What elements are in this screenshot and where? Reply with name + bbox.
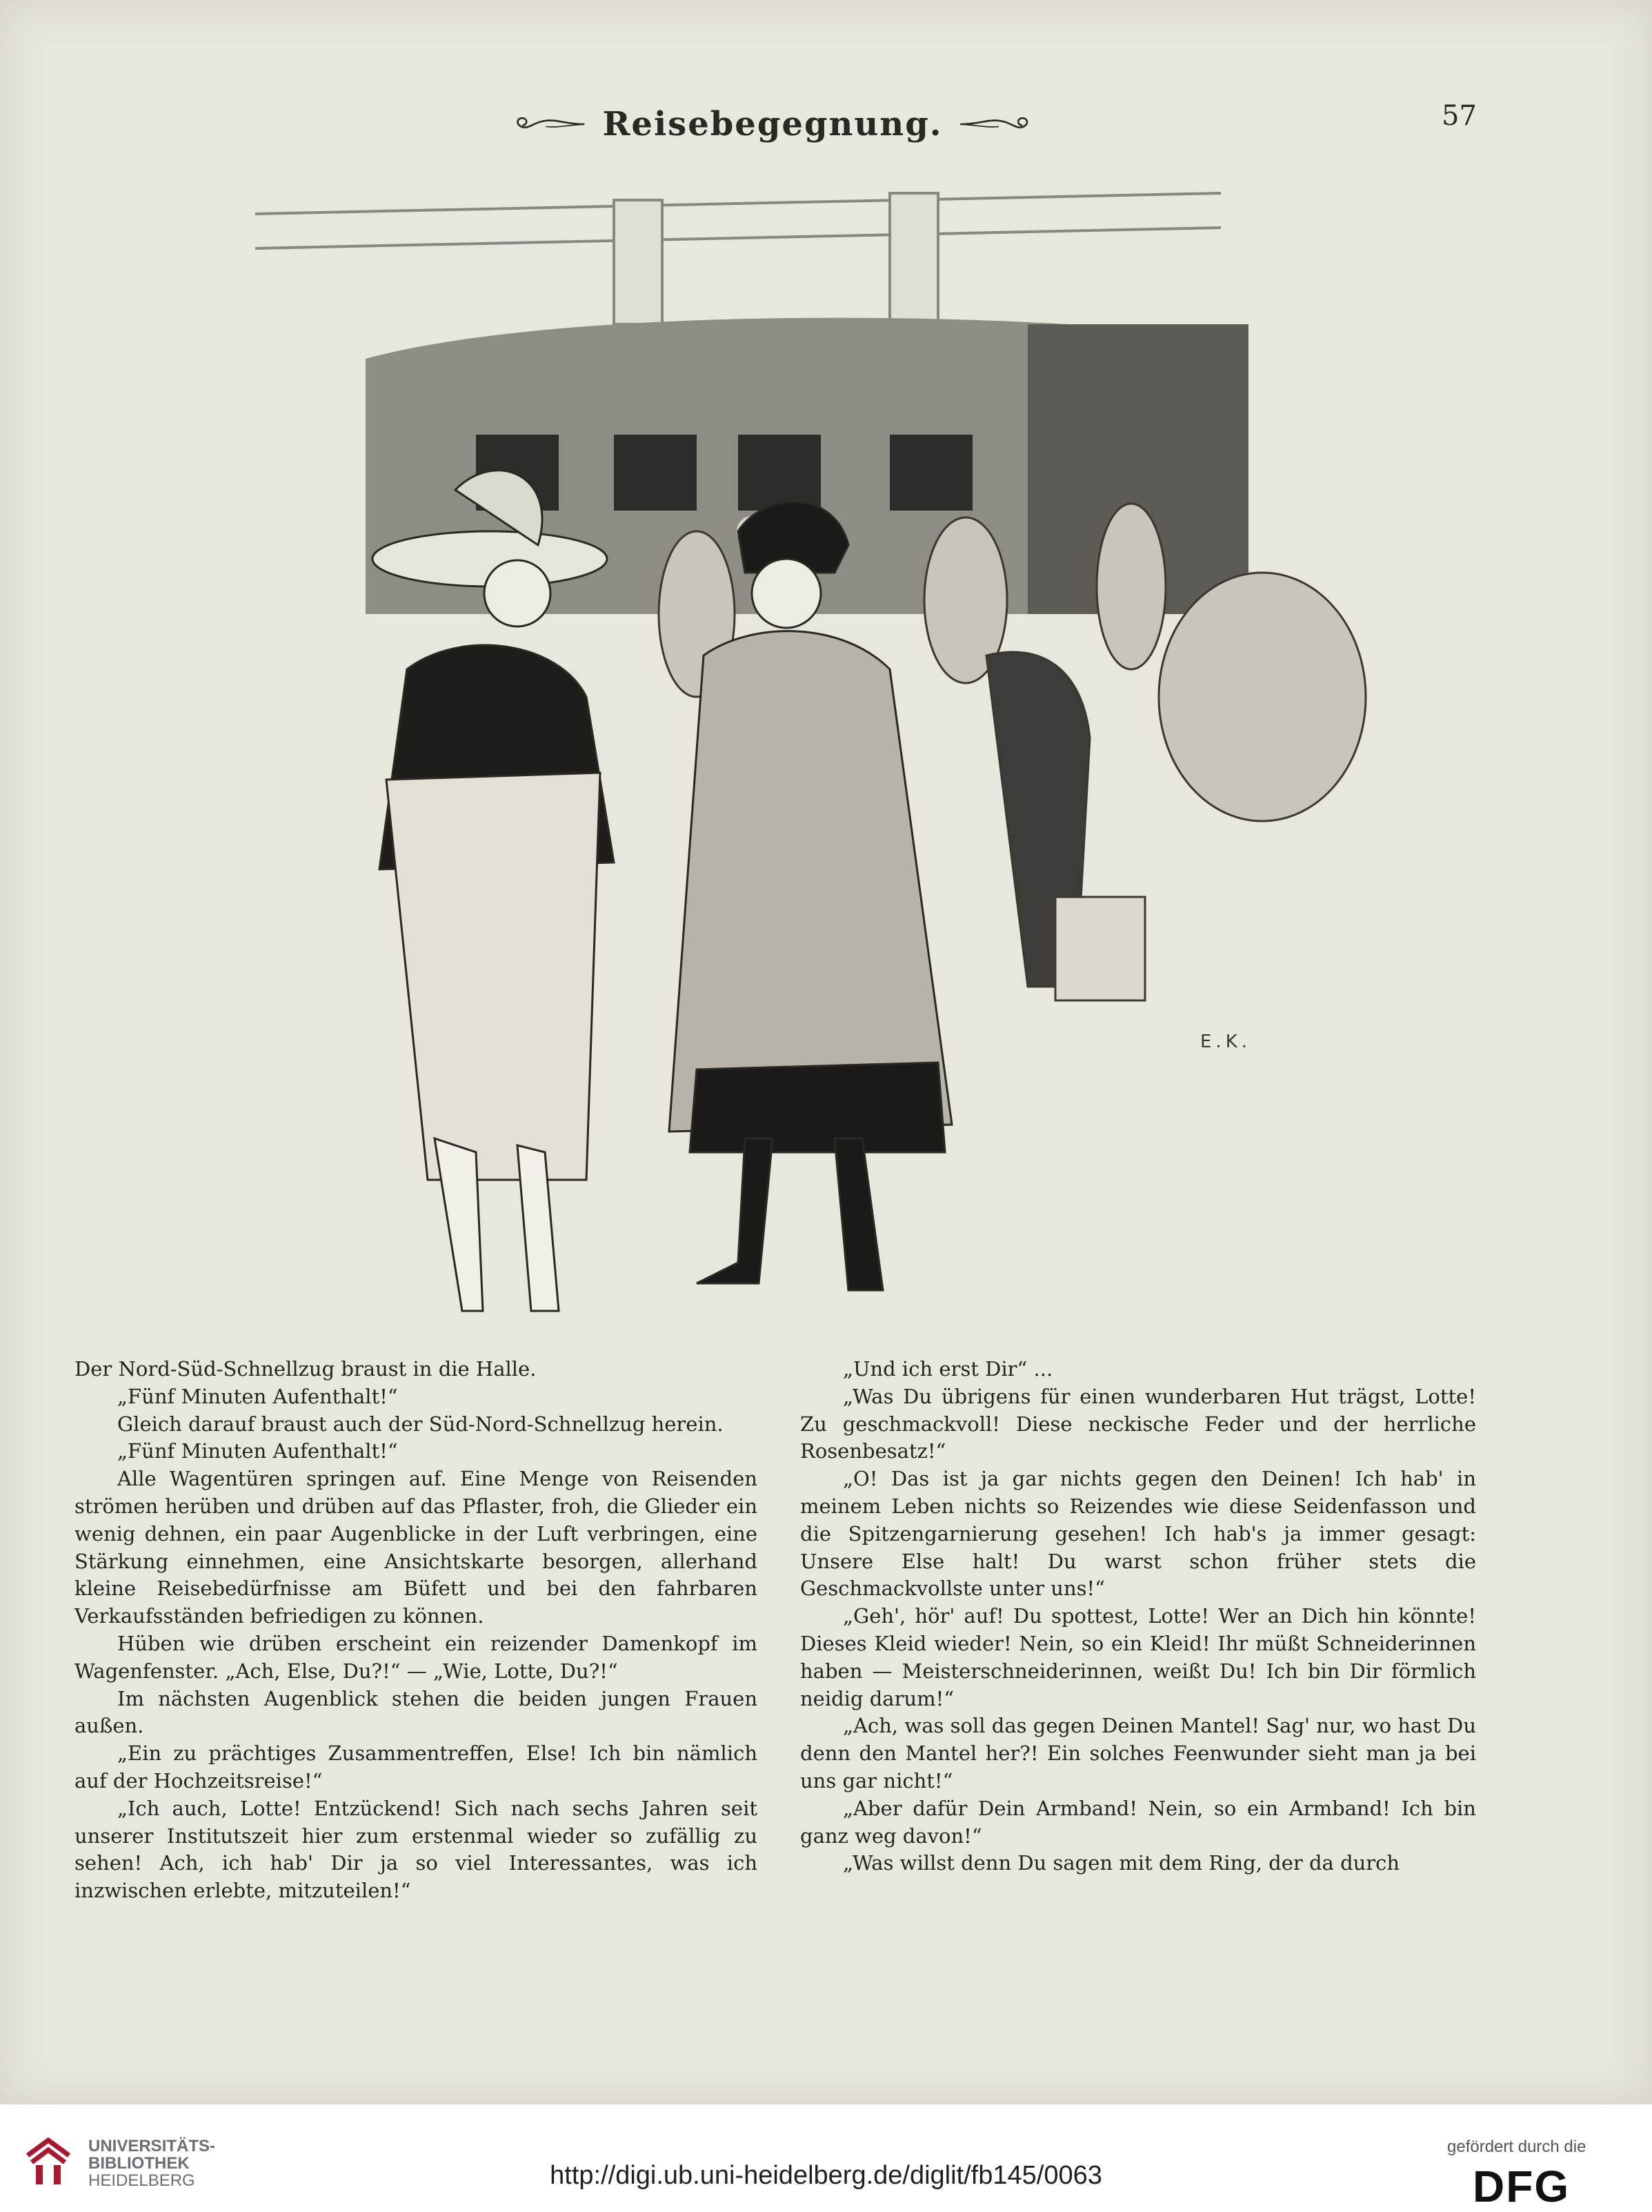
permalink-url[interactable]: http://digi.ub.uni-heidelberg.de/diglit/fb145/0063	[550, 2161, 1102, 2190]
paragraph: „Ein zu prächtiges Zusammentreffen, Else! Ich bin nämlich auf der Hochzeitsreise!“	[74, 1741, 757, 1793]
paragraph: „Fünf Minuten Aufenthalt!“	[117, 1439, 398, 1463]
left-flourish-ornament	[510, 110, 588, 138]
paragraph: „Was Du übrigens für einen wunderbaren Hut trägst, Lotte! Zu geschmackvoll! Diese neckische Feder und der herrliche Rosenbesatz!“	[800, 1384, 1476, 1463]
station-roof-frame	[255, 193, 1221, 324]
text-column-left	[74, 1356, 757, 1905]
paragraph: „Ach, was soll das gegen Deinen Mantel! Sag' nur, wo hast Du denn den Mantel her?! Ein solches Feenwunder sieht man ja bei uns gar nicht!“	[800, 1714, 1476, 1793]
text-column-right	[800, 1356, 1476, 1877]
library-name-line: HEIDELBERG	[88, 2171, 195, 2190]
train-station-illustration	[172, 172, 1400, 1318]
paragraph: Gleich darauf braust auch der Süd-Nord-Schnellzug herein.	[117, 1412, 724, 1436]
library-name-line: BIBLIOTHEK	[88, 2154, 190, 2173]
funded-by-label: gefördert durch die	[1447, 2137, 1586, 2156]
digitization-footer	[0, 2104, 1652, 2210]
paragraph: „Geh', hör' auf! Du spottest, Lotte! Wer an Dich hin könnte! Dieses Kleid wieder! Nein, so ein Kleid! Ihr müßt Schneiderinnen haben — Meisterschneiderinnen, weißt Du! Ich bin Dir förmlich neidig darum!“	[800, 1604, 1476, 1710]
paragraph: „Aber dafür Dein Armband! Nein, so ein Armband! Ich bin ganz weg davon!“	[800, 1796, 1476, 1848]
paragraph: Hüben wie drüben erscheint ein reizender Damenkopf im Wagenfenster. „Ach, Else, Du?!“ — „Wie, Lotte, Du?!“	[74, 1631, 757, 1683]
page-header	[510, 100, 1035, 148]
illustrator-signature: E.K.	[1200, 1031, 1252, 1052]
paragraph: Der Nord-Süd-Schnellzug braust in die Halle.	[74, 1357, 537, 1381]
paragraph: Im nächsten Augenblick stehen die beiden jungen Frauen außen.	[74, 1686, 757, 1738]
paragraph: „Ich auch, Lotte! Entzückend! Sich nach sechs Jahren seit unserer Institutszeit hier zum erstenmal wieder so zufällig zu sehen! Ach, ich hab' Dir ja so viel Interessantes, was ich inzwischen erlebte, mitzuteilen!“	[74, 1796, 757, 1903]
paragraph: „Und ich erst Dir“ ...	[843, 1357, 1053, 1381]
paragraph: „Fünf Minuten Aufenthalt!“	[117, 1384, 398, 1408]
page-number: 57	[1442, 100, 1477, 132]
library-name-line: UNIVERSITÄTS-	[88, 2137, 216, 2155]
dfg-logo: DFG	[1473, 2162, 1571, 2211]
paragraph: „Was willst denn Du sagen mit dem Ring, der da durch	[843, 1851, 1400, 1875]
paragraph: „O! Das ist ja gar nichts gegen den Deinen! Ich hab' in meinem Leben nichts so Reizendes wie diese Seidenfasson und die Spitzengarnierung gesehen! Ich hab's ja immer gesagt: Unsere Else halt! Du warst schon früher stets die Geschmackvollste unter uns!“	[800, 1467, 1476, 1601]
running-title: Reisebegegnung.	[602, 105, 943, 144]
right-flourish-ornament	[957, 110, 1035, 138]
paragraph: Alle Wagentüren springen auf. Eine Menge von Reisenden strömen herüben und drüben auf das Pflaster, froh, die Glieder ein wenig dehnen, ein paar Augenblicke in der Luft verbringen, eine Stärkung einnehmen, eine Ansichtskarte besorgen, allerhand kleine Reisebedürfnisse am Büfett und bei den fahrbaren Verkaufsständen befriedigen zu können.	[74, 1467, 757, 1628]
